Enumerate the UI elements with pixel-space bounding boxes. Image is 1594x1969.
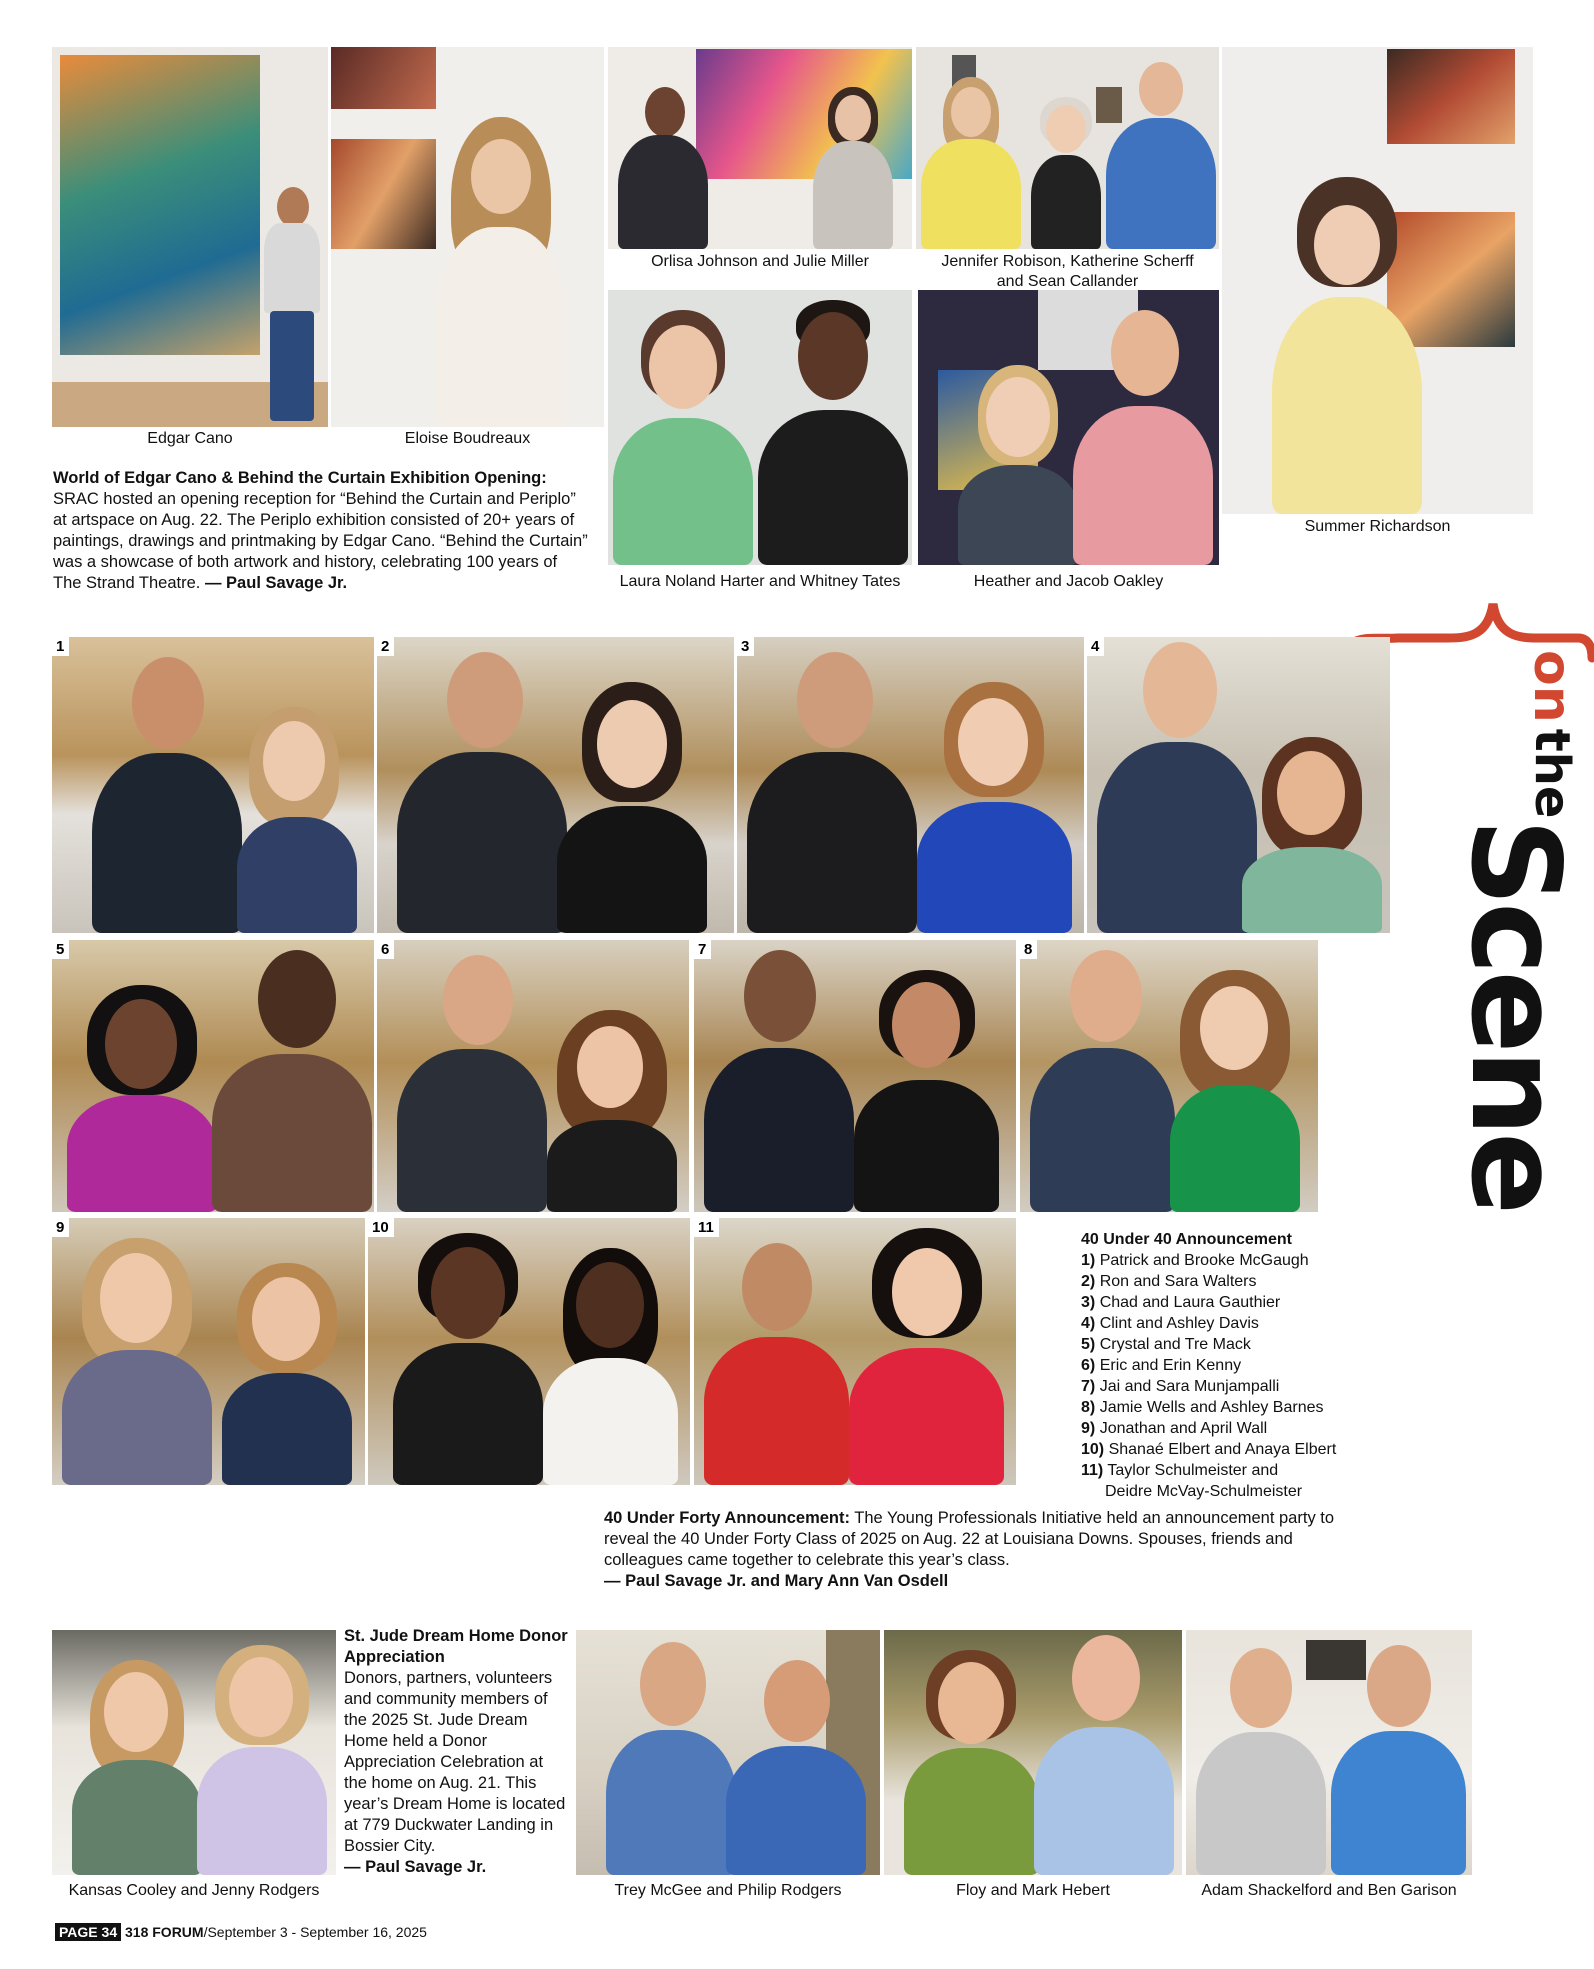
photo-number-1: 1 (52, 637, 69, 656)
section-title (1415, 650, 1594, 1211)
forty-story-credit: — Paul Savage Jr. and Mary Ann Van Osdell (604, 1572, 949, 1590)
title-scene: Scene (1444, 818, 1586, 1211)
photo-eloise-boudreaux (331, 47, 604, 427)
caption-adam: Adam Shackelford and Ben Garison (1201, 1882, 1457, 1899)
photo-40u40-1 (52, 637, 374, 933)
caption-heather: Heather and Jacob Oakley (973, 573, 1164, 590)
photo-adam-ben (1186, 1630, 1472, 1875)
photo-number-10: 10 (368, 1218, 394, 1237)
forty-list-item: 4) Clint and Ashley Davis (1081, 1315, 1259, 1332)
title-on: on (1522, 650, 1582, 723)
photo-trey-philip (576, 1630, 880, 1875)
caption-jennifer-line1: Jennifer Robison, Katherine Scherff (941, 253, 1194, 270)
art-story (53, 468, 588, 594)
page-footer (55, 1922, 427, 1944)
caption-jennifer-line2: and Sean Callander (996, 273, 1139, 290)
painting (60, 55, 260, 355)
forty-story-title: 40 Under Forty Announcement: (604, 1509, 850, 1527)
forty-list-item: 8) Jamie Wells and Ashley Barnes (1081, 1399, 1324, 1416)
photo-floy-mark (884, 1630, 1182, 1875)
caption-floy: Floy and Mark Hebert (956, 1882, 1110, 1899)
photo-number-11: 11 (694, 1218, 719, 1237)
issue-dates: /September 3 - September 16, 2025 (203, 1924, 427, 1940)
photo-number-9: 9 (52, 1218, 69, 1237)
caption-laura: Laura Noland Harter and Whitney Tates (619, 573, 901, 590)
st-jude-story (344, 1626, 569, 1878)
photo-number-4: 4 (1087, 637, 1104, 656)
st-jude-body: Donors, partners, volunteers and community members of the 2025 St. Jude Dream Home held a Donor Appreciation Celebration at the home on Aug. 21. This year’s Dream Home is located at 779 Duckwater Landing in Bossier City. (344, 1669, 566, 1855)
page-number-badge: PAGE 34 (55, 1923, 121, 1941)
photo-40u40-8 (1020, 940, 1318, 1212)
forty-story (604, 1508, 1364, 1592)
forty-list-item: 2) Ron and Sara Walters (1081, 1273, 1257, 1290)
photo-number-2: 2 (377, 637, 394, 656)
photo-number-6: 6 (377, 940, 394, 959)
caption-edgar: Edgar Cano (147, 430, 233, 447)
photo-jennifer-katherine-sean (916, 47, 1219, 249)
forty-list-item: 11) Taylor Schulmeister and (1081, 1462, 1279, 1479)
photo-number-7: 7 (694, 940, 711, 959)
st-jude-credit: — Paul Savage Jr. (344, 1858, 487, 1876)
forty-list-title: 40 Under 40 Announcement (1081, 1231, 1293, 1248)
photo-40u40-10 (368, 1218, 690, 1485)
photo-40u40-7 (694, 940, 1016, 1212)
photo-40u40-6 (377, 940, 689, 1212)
forty-story-body: The Young Professionals Initiative held an announcement party to reveal the 40 Under Forty Class of 2025 on Aug. 22 at Louisiana Downs. Spouses, friends and colleagues came together to celebrate this year’s class. (604, 1509, 1335, 1569)
forty-list-item: 1) Patrick and Brooke McGaugh (1081, 1252, 1309, 1269)
publication-name: 318 FORUM (125, 1924, 204, 1940)
photo-40u40-5 (52, 940, 374, 1212)
photo-40u40-9 (52, 1218, 365, 1485)
photo-summer-richardson (1222, 47, 1533, 514)
photo-number-8: 8 (1020, 940, 1037, 959)
forty-list-item: 10) Shanaé Elbert and Anaya Elbert (1081, 1441, 1337, 1458)
forty-list-item-continued: Deidre McVay-Schulmeister (1105, 1483, 1303, 1500)
photo-40u40-3 (737, 637, 1084, 933)
caption-eloise: Eloise Boudreaux (404, 430, 531, 447)
forty-list-item: 9) Jonathan and April Wall (1081, 1420, 1268, 1437)
caption-kansas: Kansas Cooley and Jenny Rodgers (68, 1882, 320, 1899)
art-story-credit: — Paul Savage Jr. (204, 574, 348, 592)
forty-list (1081, 1229, 1381, 1502)
photo-orlisa-julie (608, 47, 912, 249)
forty-list-item: 7) Jai and Sara Munjampalli (1081, 1378, 1280, 1395)
photo-number-3: 3 (737, 637, 754, 656)
photo-heather-jacob (918, 290, 1219, 565)
caption-trey: Trey McGee and Philip Rodgers (614, 1882, 842, 1899)
title-the: the (1524, 728, 1580, 819)
photo-edgar-cano (52, 47, 328, 427)
forty-list-item: 3) Chad and Laura Gauthier (1081, 1294, 1281, 1311)
photo-kansas-jenny (52, 1630, 336, 1875)
photo-40u40-2 (377, 637, 734, 933)
photo-40u40-4 (1087, 637, 1390, 933)
st-jude-title: St. Jude Dream Home Donor Appreciation (344, 1627, 568, 1666)
art-story-body: SRAC hosted an opening reception for “Behind the Curtain and Periplo” at artspace on Aug. 22. The Periplo exhibition consisted of 20+ years of paintings, drawings and printmaking by Edgar Cano. “Behind the Curtain” was a showcase of both artwork and history, celebrating 100 years of The Strand Theatre. (53, 490, 588, 592)
caption-summer: Summer Richardson (1304, 518, 1451, 535)
art-story-title: World of Edgar Cano & Behind the Curtain Exhibition Opening: (53, 469, 547, 487)
photo-40u40-11 (694, 1218, 1016, 1485)
photo-number-5: 5 (52, 940, 69, 959)
forty-list-item: 5) Crystal and Tre Mack (1081, 1336, 1251, 1353)
forty-list-item: 6) Eric and Erin Kenny (1081, 1357, 1242, 1374)
caption-orlisa: Orlisa Johnson and Julie Miller (651, 253, 869, 270)
photo-laura-whitney (608, 290, 912, 565)
